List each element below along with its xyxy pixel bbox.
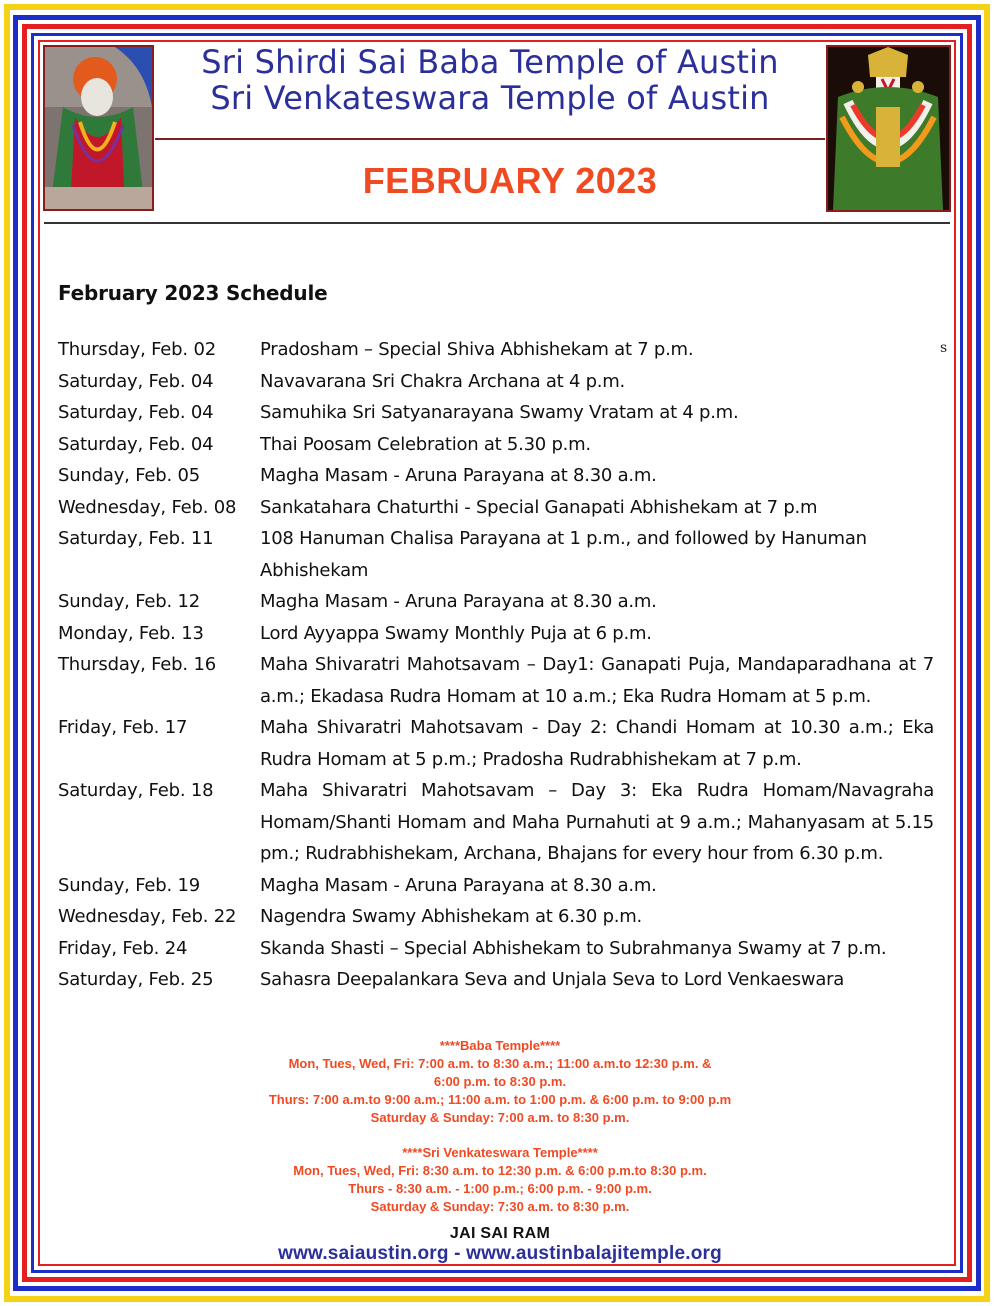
event-description: Lord Ayyappa Swamy Monthly Puja at 6 p.m. (260, 622, 652, 644)
schedule-row (58, 901, 934, 933)
event-description: Maha Shivaratri Mahotsavam - Day 2: Chandi Homam at 10.30 a.m.; Eka Rudra Homam at 5 p.m.; Pradosha Rudrabhishekam at 7 p.m. (260, 717, 934, 770)
schedule-row (58, 460, 934, 492)
event-description: Navavarana Sri Chakra Archana at 4 p.m. (260, 370, 626, 392)
schedule-row (58, 964, 934, 996)
header-bottom-divider (44, 222, 950, 224)
schedule-row (58, 933, 934, 965)
event-date: Sunday, Feb. 12 (58, 591, 201, 612)
venkateswara-photo (826, 45, 951, 212)
event-date: Friday, Feb. 24 (58, 937, 188, 959)
baba-hours-line: Thurs: 7:00 a.m.to 9:00 a.m.; 11:00 a.m. to 1:00 p.m. & 6:00 p.m. to 9:00 p.m (268, 1092, 732, 1107)
event-date: Saturday, Feb. 04 (58, 433, 214, 455)
temple-title-line2: Sri Venkateswara Temple of Austin (210, 79, 770, 117)
baba-hours-line: 6:00 p.m. to 8:30 p.m. (433, 1074, 567, 1089)
event-date: Sunday, Feb. 05 (58, 465, 201, 486)
sai-baba-image (45, 47, 152, 209)
header-divider (155, 138, 825, 140)
event-description: Magha Masam - Aruna Parayana at 8.30 a.m. (260, 465, 657, 486)
event-date: Saturday, Feb. 04 (58, 402, 214, 423)
event-date: Friday, Feb. 17 (58, 717, 188, 738)
baba-hours-line: Mon, Tues, Wed, Fri: 7:00 a.m. to 8:30 a.m.; 11:00 a.m.to 12:30 p.m. & (288, 1056, 712, 1071)
event-date: Thursday, Feb. 02 (58, 339, 216, 360)
schedule-row (58, 523, 934, 586)
schedule-heading: February 2023 Schedule (58, 281, 328, 305)
venkateswara-hours-line: Saturday & Sunday: 7:30 a.m. to 8:30 p.m. (370, 1199, 630, 1214)
event-date: Thursday, Feb. 16 (58, 654, 216, 675)
event-date: Saturday, Feb. 11 (58, 528, 214, 549)
temple-title-line1: Sri Shirdi Sai Baba Temple of Austin (201, 43, 779, 81)
baba-temple-hours (180, 1037, 820, 1127)
baba-temple-title: ****Baba Temple**** (439, 1038, 561, 1053)
event-description: Magha Masam - Aruna Parayana at 8.30 a.m. (260, 874, 657, 896)
schedule-row (58, 429, 934, 461)
event-description: Maha Shivaratri Mahotsavam – Day 3: Eka Rudra Homam/Navagraha Homam/Shanti Homam and Maha Purnahuti at 9 a.m.; Mahanyasam at 5.15 pm.; Rudrabhishekam, Archana, Bhajans for every hour from 6.30 p.m. (260, 780, 934, 864)
event-description: Sahasra Deepalankara Seva and Unjala Seva to Lord Venkaeswara (260, 969, 845, 990)
schedule-row (58, 334, 934, 366)
venkateswara-image (828, 47, 949, 210)
event-description: Nagendra Swamy Abhishekam at 6.30 p.m. (260, 906, 642, 927)
schedule-row (58, 775, 934, 870)
schedule-row (58, 618, 934, 650)
event-date: Wednesday, Feb. 22 (58, 906, 237, 927)
event-description: Pradosham – Special Shiva Abhishekam at 7 p.m. (260, 339, 694, 360)
schedule-row (58, 586, 934, 618)
event-date: Saturday, Feb. 04 (58, 370, 214, 392)
event-description: Maha Shivaratri Mahotsavam – Day1: Ganapati Puja, Mandaparadhana at 7 a.m.; Ekadasa Rudra Homam at 10 a.m.; Eka Rudra Homam at 5 p.m. (260, 654, 934, 707)
event-date: Saturday, Feb. 18 (58, 780, 214, 801)
event-description: Thai Poosam Celebration at 5.30 p.m. (260, 433, 591, 455)
venkateswara-temple-hours (180, 1144, 820, 1216)
event-description: Skanda Shasti – Special Abhishekam to Subrahmanya Swamy at 7 p.m. (260, 937, 887, 959)
schedule-row (58, 397, 934, 429)
schedule-row (58, 870, 934, 902)
schedule-row (58, 366, 934, 398)
event-date: Wednesday, Feb. 08 (58, 496, 237, 518)
month-title: FEBRUARY 2023 (362, 160, 658, 201)
websites-link[interactable]: www.saiaustin.org - www.austinbalajitemple.org (278, 1243, 722, 1264)
venkateswara-temple-title: ****Sri Venkateswara Temple**** (402, 1145, 598, 1160)
venkateswara-hours-line: Thurs - 8:30 a.m. - 1:00 p.m.; 6:00 p.m. - 9:00 p.m. (348, 1181, 652, 1196)
schedule-list (58, 334, 934, 996)
event-date: Monday, Feb. 13 (58, 622, 204, 644)
event-date: Saturday, Feb. 25 (58, 969, 214, 990)
event-description: Magha Masam - Aruna Parayana at 8.30 a.m. (260, 591, 657, 612)
stray-mark: s (940, 340, 948, 356)
event-description: Samuhika Sri Satyanarayana Swamy Vratam at 4 p.m. (260, 402, 739, 423)
event-date: Sunday, Feb. 19 (58, 874, 201, 896)
event-description: 108 Hanuman Chalisa Parayana at 1 p.m., and followed by Hanuman Abhishekam (260, 528, 867, 581)
sai-baba-photo (43, 45, 154, 211)
venkateswara-hours-line: Mon, Tues, Wed, Fri: 8:30 a.m. to 12:30 p.m. & 6:00 p.m.to 8:30 p.m. (293, 1163, 707, 1178)
schedule-row (58, 712, 934, 775)
event-description: Sankatahara Chaturthi - Special Ganapati Abhishekam at 7 p.m (260, 496, 818, 518)
schedule-row (58, 649, 934, 712)
baba-hours-line: Saturday & Sunday: 7:00 a.m. to 8:30 p.m. (370, 1110, 630, 1125)
salutation: JAI SAI RAM (449, 1225, 551, 1242)
schedule-row (58, 492, 934, 524)
